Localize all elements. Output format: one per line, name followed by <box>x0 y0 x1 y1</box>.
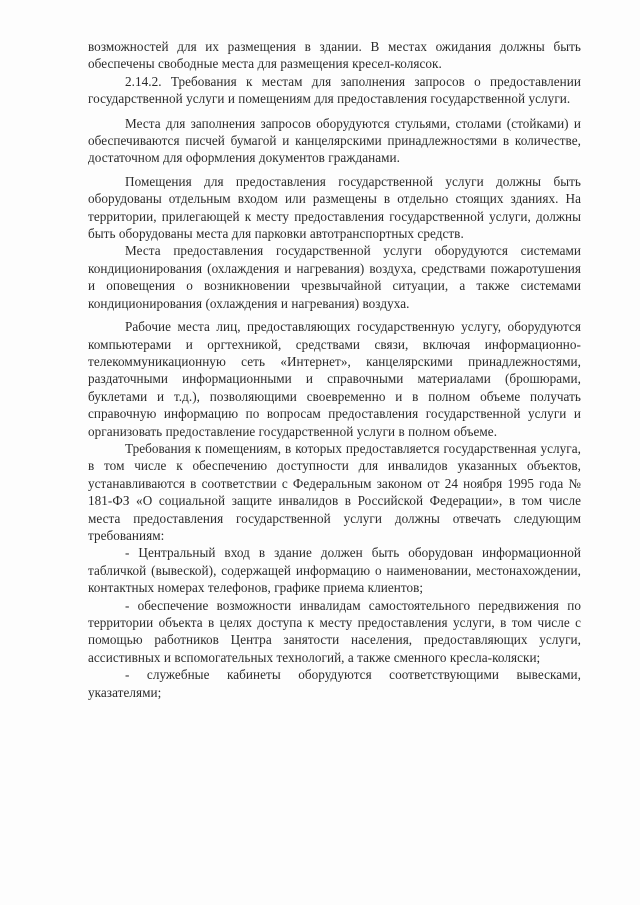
document-body <box>88 38 581 701</box>
list-item-3: - служебные кабинеты оборудуются соответствующими вывесками, указателями; <box>88 667 581 700</box>
paragraph-6: Рабочие места лиц, предоставляющих государственную услугу, оборудуются компьютерами и оргтехникой, средствами связи, включая информационно-телекоммуникационную сеть «Интернет», канцелярскими принадлежностями, раздаточными информационными и справочными материалами (брошюрами, буклетами и т.д.), позволяющими своевременно и в полном объеме получать справочную информацию по вопросам предоставления государственной услуги и организовать предоставление государственной услуги в полном объеме. <box>88 319 581 439</box>
list-item-2: - обеспечение возможности инвалидам самостоятельного передвижения по территории объекта в целях доступа к месту предоставления услуги, в том числе с помощью работников Центра занятости населения, предоставляющих услуги, ассистивных и вспомогательных технологий, а также сменного кресла-коляски; <box>88 597 581 665</box>
paragraph-7: Требования к помещениям, в которых предоставляется государственная услуга, в том числе к обеспечению доступности для инвалидов указанных объектов, устанавливаются в соответствии с Федеральным законом от 24 ноября 1995 года № 181-ФЗ «О социальной защите инвалидов в Российской Федерации», в том числе места предоставления государственной услуги должны отвечать следующим требованиям: <box>88 440 581 543</box>
paragraph-3: Места для заполнения запросов оборудуются стульями, столами (стойками) и обеспечиваются писчей бумагой и канцелярскими принадлежностями в количестве, достаточном для оформления документов гражданами. <box>88 115 581 166</box>
list-item-1: - Центральный вход в здание должен быть оборудован информационной табличкой (вывеской), содержащей информацию о наименовании, местонахождении, контактных номерах телефонов, графике приема клиентов; <box>88 545 581 596</box>
paragraph-4: Помещения для предоставления государственной услуги должны быть оборудованы отдельным входом или размещены в отдельно стоящих зданиях. На территории, прилегающей к месту предоставления государственной услуги, должны быть оборудованы места для парковки автотранспортных средств. <box>88 173 581 242</box>
paragraph-1: возможностей для их размещения в здании. В местах ожидания должны быть обеспечены свободные места для размещения кресел-колясок. <box>88 39 581 72</box>
paragraph-5: Места предоставления государственной услуги оборудуются системами кондиционирования (охлаждения и нагревания) воздуха, средствами пожаротушения и оповещения о возникновении чрезвычайной ситуации, а также системами кондиционирования (охлаждения и нагревания) воздуха. <box>88 243 581 311</box>
paragraph-2-heading: 2.14.2. Требования к местам для заполнения запросов о предоставлении государственной услуги и помещениям для предоставления государственной услуги. <box>88 73 581 107</box>
